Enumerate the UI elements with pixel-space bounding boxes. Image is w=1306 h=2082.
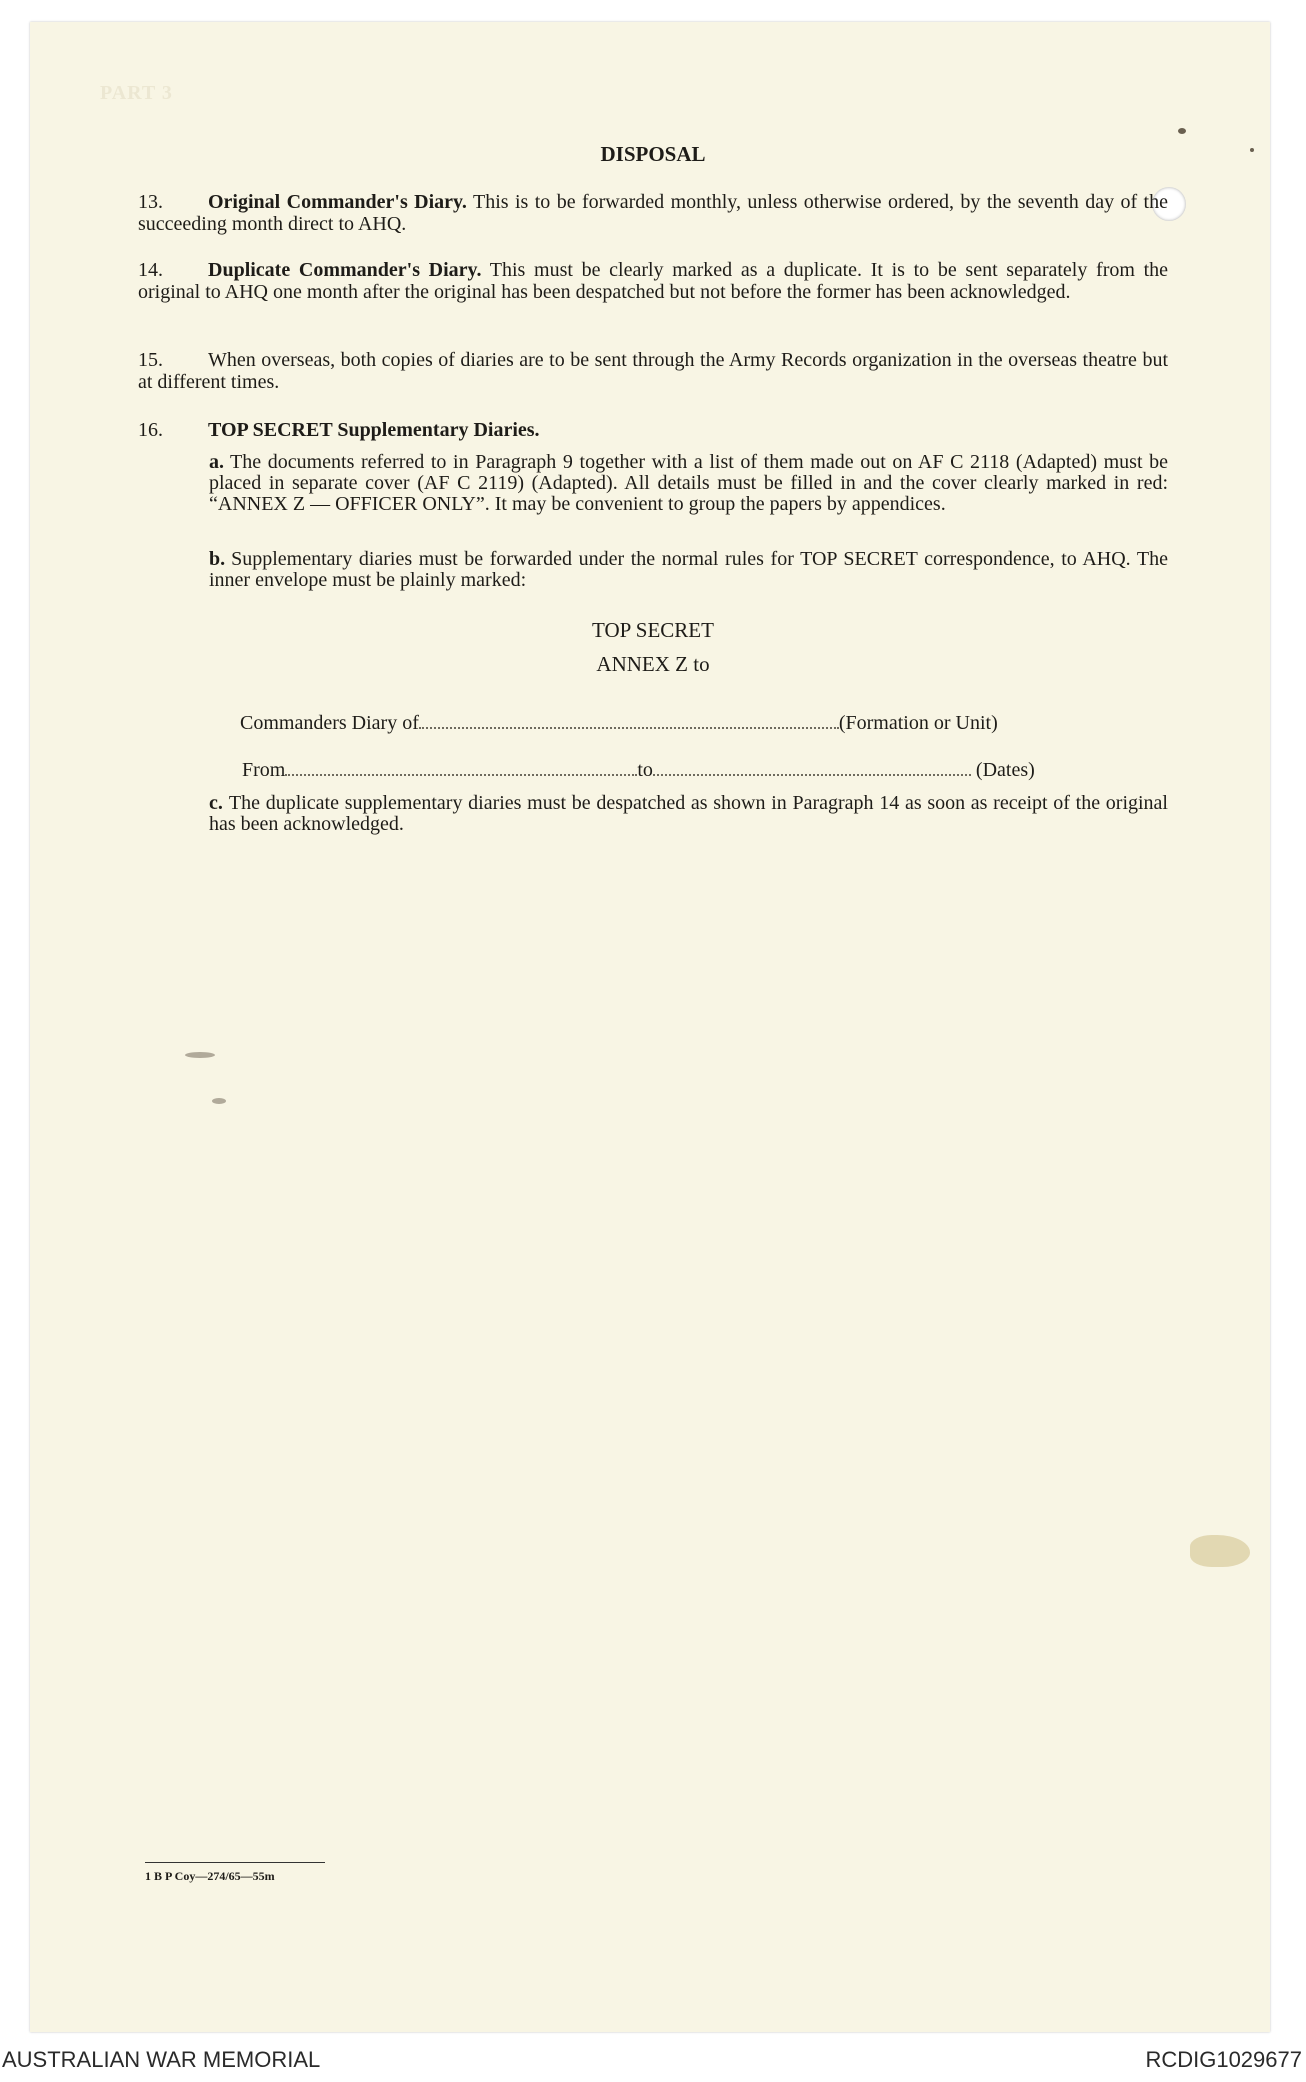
subparagraph-a [209,452,1168,515]
form-line-dates [242,759,1035,782]
paragraph-16-heading [138,419,1168,441]
subparagraph-text: The duplicate supplementary diaries must be despatched as shown in Paragraph 14 as soon as receipt of the original has been acknowledged. [209,792,1168,835]
form-suffix: (Formation or Unit) [838,712,998,734]
form-suffix: (Dates) [975,759,1035,781]
paragraph-13 [138,191,1168,235]
footer-right: RCDIG1029677 [1145,2047,1302,2072]
form-label: From [242,759,286,781]
paragraph-number: 16. [138,419,163,441]
fill-in-blank [419,713,839,729]
paragraph-15 [138,349,1168,393]
fill-in-blank [285,760,637,776]
paragraph-title: Duplicate Commander's Diary. [208,259,482,281]
subparagraph-label: a. [209,451,224,473]
paragraph-number: 14. [138,259,163,281]
page-title: DISPOSAL [600,142,706,166]
marking-top-secret: TOP SECRET [592,618,714,642]
paragraph-number: 13. [138,191,163,213]
document-page [30,22,1270,2032]
form-label: to [637,759,653,781]
paragraph-title: Original Commander's Diary. [208,191,467,213]
subparagraph-b [209,549,1168,591]
subparagraph-c [209,793,1168,835]
subparagraph-label: c. [209,792,223,814]
paragraph-text: This must be clearly marked as a duplicate. It is to be sent separately from the original to AHQ one month after the original has been despatched but not before the former has been acknowledged. [138,259,1169,303]
marking-annex-z: ANNEX Z to [596,652,710,676]
faint-header: PART 3 [100,82,173,104]
paragraph-text: When overseas, both copies of diaries are to be sent through the Army Records organization in the overseas theatre but at different times. [138,349,1168,393]
subparagraph-text: The documents referred to in Paragraph 9 together with a list of them made out on AF C 2118 (Adapted) must be placed in separate cover (AF C 2119) (Adapted). All details must be filled in and the cover clearly marked in red: “ANNEX Z — OFFICER ONLY”. It may be convenient to group the papers by appendices. [209,451,1168,515]
footer-left: AUSTRALIAN WAR MEMORIAL [2,2047,321,2072]
paper-stain [1190,1535,1250,1567]
paper-speck [1178,128,1186,134]
paper-speck [185,1052,215,1058]
paragraph-number: 15. [138,349,163,371]
paragraph-text: This is to be forwarded monthly, unless otherwise ordered, by the seventh day of the succeeding month direct to AHQ. [138,191,1168,235]
paragraph-title: TOP SECRET Supplementary Diaries. [208,419,540,441]
paper-speck [212,1098,226,1104]
form-line-diary [240,712,998,735]
subparagraph-label: b. [209,548,226,570]
paragraph-14 [138,259,1168,303]
fill-in-blank [653,760,971,776]
printer-imprint: 1 B P Coy—274/65—55m [145,1862,325,1884]
subparagraph-text: Supplementary diaries must be forwarded under the normal rules for TOP SECRET correspondence, to AHQ. The inner envelope must be plainly marked: [209,548,1168,591]
form-label: Commanders Diary of [240,712,419,734]
